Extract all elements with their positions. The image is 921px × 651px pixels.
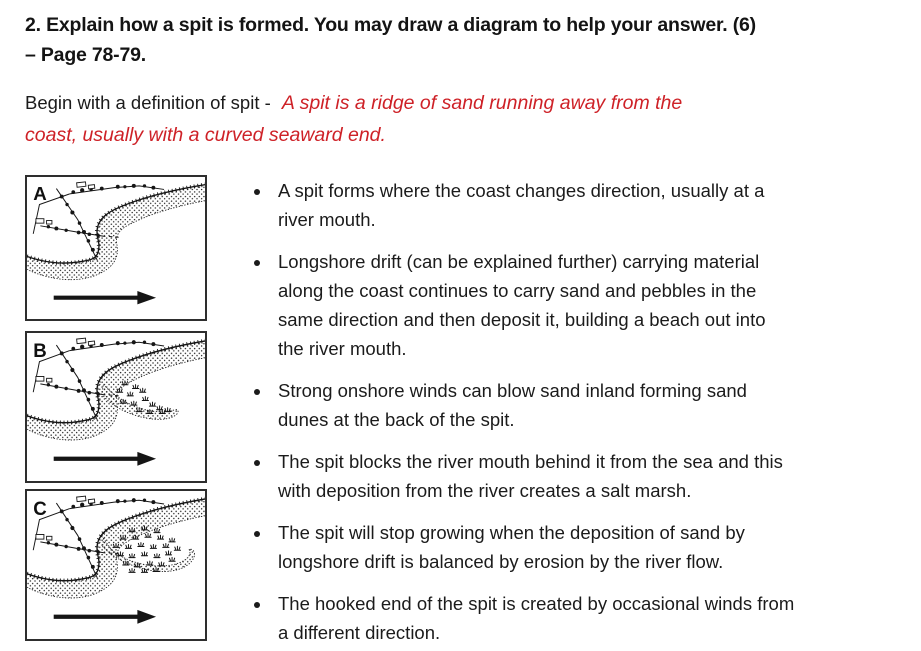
bullet-item: • Longshore drift (can be explained further) carrying material along the coast continues to carry sand and pebbles in the same direction and then deposit it, building a beach out into the river mouth. xyxy=(272,247,794,363)
bullet-item: • The spit will stop growing when the deposition of sand by longshore drift is balanced by erosion by the river flow. xyxy=(272,518,794,576)
bullet-item: • A spit forms where the coast changes direction, usually at a river mouth. xyxy=(272,176,794,234)
bullet-item: • The hooked end of the spit is created by occasional winds from a different direction. xyxy=(272,589,794,647)
definition-paragraph xyxy=(25,87,870,151)
spit-stage-panel-a xyxy=(25,175,212,321)
diagram-column xyxy=(25,175,212,641)
spit-stage-b-diagram xyxy=(25,331,207,483)
content-row xyxy=(25,175,907,647)
panel-label-c: C xyxy=(33,498,47,521)
longshore-drift-arrow-icon xyxy=(54,452,156,466)
spit-stage-a-diagram xyxy=(25,175,207,321)
spit-stage-c-diagram xyxy=(25,489,207,641)
definition-highlight: A spit is a ridge of sand running away from the coast, usually with a curved seaward end. xyxy=(25,92,683,146)
panel-label-a: A xyxy=(33,183,47,205)
definition-intro: Begin with a definition of spit - xyxy=(25,92,276,113)
bullet-item: • The spit blocks the river mouth behind it from the sea and this with deposition from the river creates a salt marsh. xyxy=(272,447,794,505)
panel-label-b: B xyxy=(33,340,47,363)
longshore-drift-arrow-icon xyxy=(54,291,156,304)
question-heading: 2. Explain how a spit is formed. You may draw a diagram to help your answer. (6) – Page 78-79. xyxy=(25,14,756,66)
answer-bullet-list xyxy=(244,176,794,647)
beach-stipple xyxy=(25,340,207,440)
bullet-item: • Strong onshore winds can blow sand inland forming sand dunes at the back of the spit. xyxy=(272,376,794,434)
beach-stipple xyxy=(25,184,207,280)
spit-stage-panel-c xyxy=(25,489,212,641)
longshore-drift-arrow-icon xyxy=(54,610,156,624)
spit-stage-panel-b xyxy=(25,331,212,483)
